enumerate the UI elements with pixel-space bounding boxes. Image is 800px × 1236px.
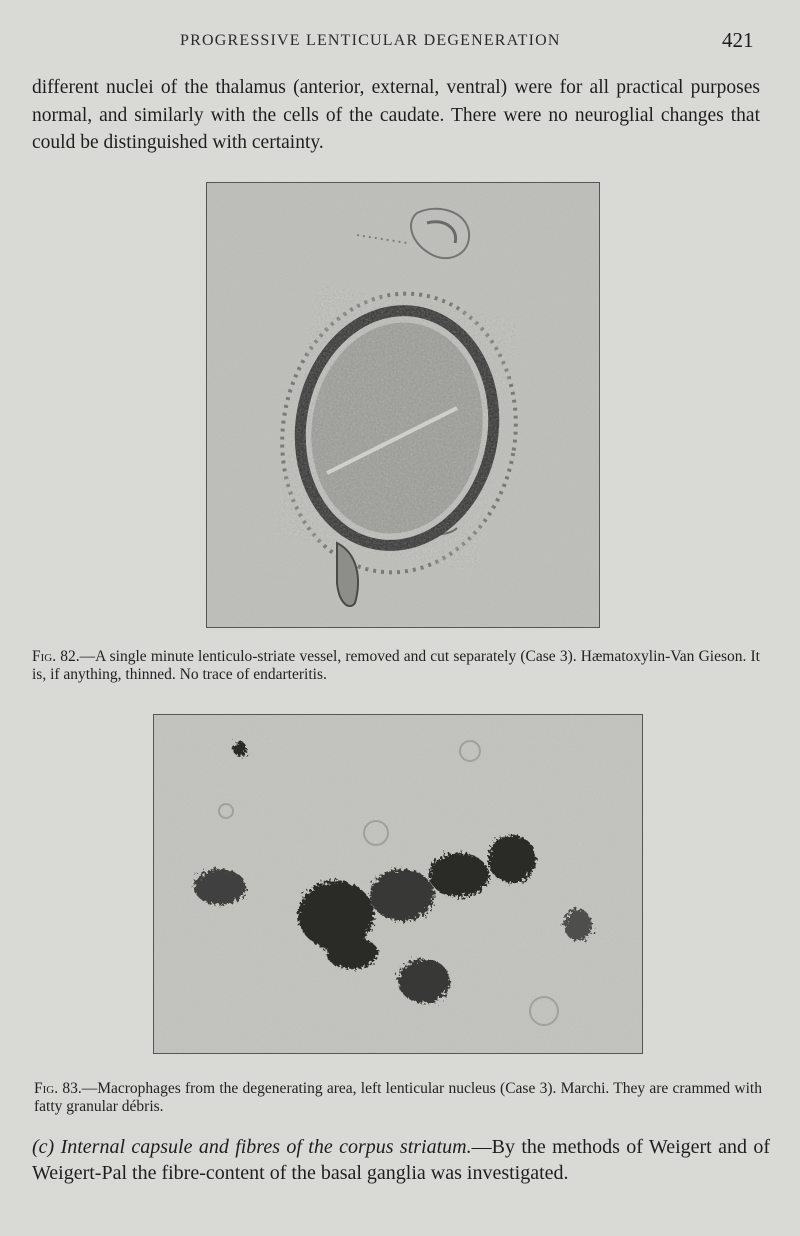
section-label: (c) Internal capsule and fibres of the corpus striatum. xyxy=(32,1136,472,1158)
section-text: —By the methods of Weigert and of Weigert-Pal the fibre-content of the basal ganglia was investigated. xyxy=(32,1136,771,1184)
figure-83-micrograph xyxy=(153,714,643,1054)
figure-83-caption-text: —Macrophages from the degenerating area, left lenticular nucleus (Case 3). Marchi. They are crammed with fatty granular débris. xyxy=(34,1080,762,1115)
page-header xyxy=(0,30,800,60)
figure-83-label: Fig. 83. xyxy=(34,1080,82,1097)
figure-82-label: Fig. 82. xyxy=(32,648,80,665)
figure-82-caption xyxy=(32,648,760,684)
vessel-cross-section-image xyxy=(207,183,599,627)
paragraph-internal-capsule xyxy=(32,1134,770,1186)
macrophages-image xyxy=(154,715,642,1053)
running-head: PROGRESSIVE LENTICULAR DEGENERATION xyxy=(180,32,561,49)
page-number: 421 xyxy=(722,28,754,52)
figure-82-micrograph xyxy=(206,182,600,628)
figure-83-caption xyxy=(34,1080,762,1116)
paragraph-thalamus: different nuclei of the thalamus (anterior, external, ventral) were for all practical purposes normal, and similarly with the cells of the caudate. There were no neuroglial changes that could be distinguished with certainty. xyxy=(32,77,760,153)
figure-82-caption-text: —A single minute lenticulo-striate vessel, removed and cut separately (Case 3). Hæmatoxylin-Van Gieson. It is, if anything, thinned. No trace of endarteritis. xyxy=(32,648,760,683)
